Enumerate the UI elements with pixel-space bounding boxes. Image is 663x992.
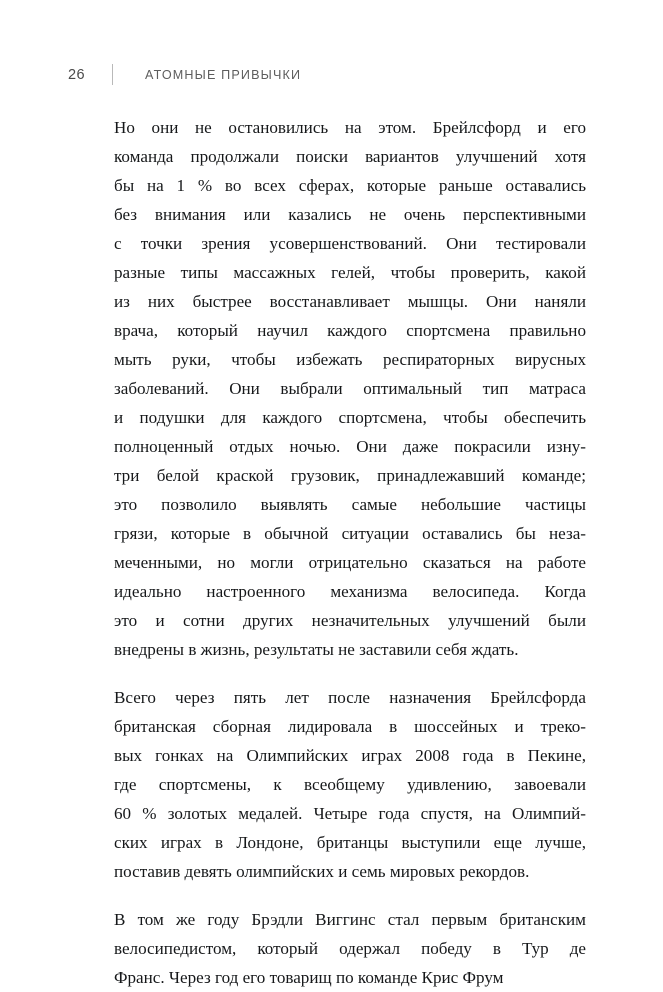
text-line: и подушки для каждого спортсмена, чтобы обеспечить: [114, 408, 586, 427]
text-line: поставив девять олимпийских и семь мировых рекордов.: [114, 862, 530, 881]
text-line: ских играх в Лондоне, британцы выступили еще лучше,: [114, 833, 586, 852]
text-line: грязи, которые в обычной ситуации оставались бы неза-: [114, 524, 586, 543]
text-line: команда продолжали поиски вариантов улучшений хотя: [114, 147, 586, 166]
text-line: из них быстрее восстанавливает мышцы. Они наняли: [114, 292, 586, 311]
text-line: вых гонках на Олимпийских играх 2008 года в Пекине,: [114, 746, 586, 765]
running-head-divider: [112, 64, 113, 85]
text-line: без внимания или казались не очень перспективными: [114, 205, 586, 224]
paragraph: [114, 905, 586, 992]
text-line: Всего через пять лет после назначения Брейлсфорда: [114, 688, 586, 707]
text-line: это позволило выявлять самые небольшие частицы: [114, 495, 586, 514]
text-line: идеально настроенного механизма велосипеда. Когда: [114, 582, 586, 601]
text-line: Но они не остановились на этом. Брейлсфорд и его: [114, 118, 586, 137]
text-line: полноценный отдых ночью. Они даже покрасили изну-: [114, 437, 586, 456]
paragraph: [114, 113, 586, 664]
running-head-title: АТОМНЫЕ ПРИВЫЧКИ: [145, 67, 302, 82]
text-line: 60 % золотых медалей. Четыре года спустя, на Олимпий-: [114, 804, 586, 823]
text-line: бы на 1 % во всех сферах, которые раньше оставались: [114, 176, 586, 195]
page-number: 26: [68, 66, 85, 83]
text-line: меченными, но могли отрицательно сказаться на работе: [114, 553, 586, 572]
text-line: мыть руки, чтобы избежать респираторных вирусных: [114, 350, 586, 369]
text-line: три белой краской грузовик, принадлежавший команде;: [114, 466, 586, 485]
body-text-block: [114, 113, 586, 992]
text-line: В том же году Брэдли Виггинс стал первым британским: [114, 910, 586, 929]
text-line: врача, который научил каждого спортсмена правильно: [114, 321, 586, 340]
text-line: Франс. Через год его товарищ по команде Крис Фрум: [114, 968, 504, 987]
running-head: [0, 62, 663, 88]
text-line: с точки зрения усовершенствований. Они тестировали: [114, 234, 586, 253]
text-line: разные типы массажных гелей, чтобы проверить, какой: [114, 263, 586, 282]
text-line: где спортсмены, к всеобщему удивлению, завоевали: [114, 775, 586, 794]
text-line: велосипедистом, который одержал победу в Тур де: [114, 939, 586, 958]
text-line: это и сотни других незначительных улучшений были: [114, 611, 586, 630]
paragraph: [114, 683, 586, 886]
text-line: внедрены в жизнь, результаты не заставили себя ждать.: [114, 640, 519, 659]
text-line: британская сборная лидировала в шоссейных и треко-: [114, 717, 586, 736]
text-line: заболеваний. Они выбрали оптимальный тип матраса: [114, 379, 586, 398]
